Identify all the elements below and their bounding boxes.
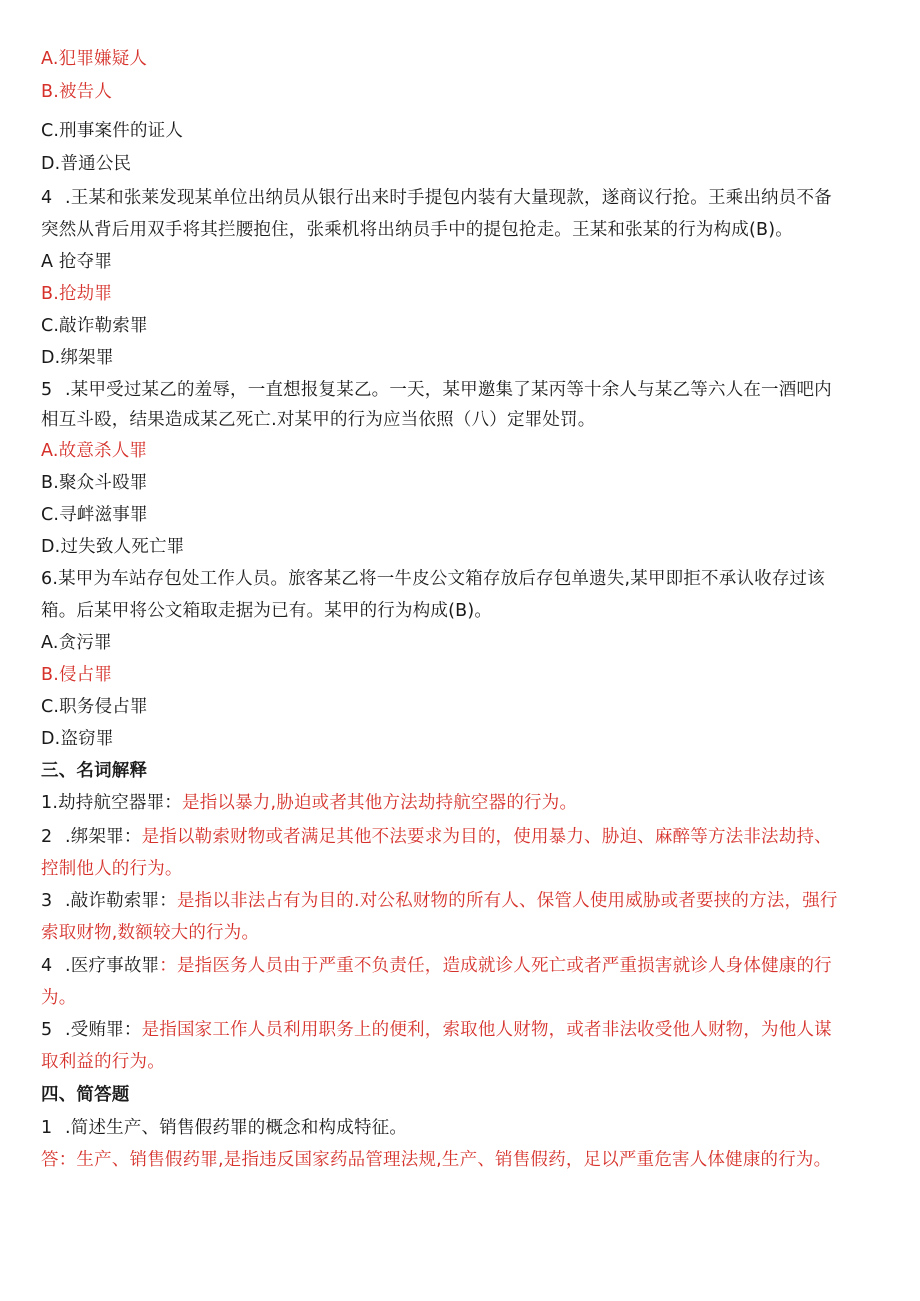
- q4-option-d: D.绑架罪: [41, 348, 114, 368]
- q5-text: .某甲受过某乙的羞辱，一直想报复某乙。一天，某甲邀集了某丙等十余人与某乙等六人在一酒吧内: [65, 380, 832, 400]
- q6-stem-line1: 6.某甲为车站存包处工作人员。旅客某乙将一牛皮公文箱存放后存包单遗失,某甲即拒不承认收存过该: [41, 569, 825, 589]
- section3-heading: 三、名词解释: [41, 761, 148, 781]
- term1-definition: 是指以暴力,胁迫或者其他方法劫持航空器的行为。: [182, 793, 578, 813]
- section4-q1-answer: 答：生产、销售假药罪,是指违反国家药品管理法规,生产、销售假药，足以严重危害人体健康的行为。: [41, 1150, 832, 1170]
- q6-option-a: A.贪污罪: [41, 633, 112, 653]
- q4-option-a: A 抢夺罪: [41, 252, 113, 272]
- term5-term: .受贿罪：: [65, 1020, 142, 1040]
- q3-option-d: D.普通公民: [41, 154, 132, 174]
- q5-option-c: C.寻衅滋事罪: [41, 505, 148, 525]
- q4-text: .王某和张莱发现某单位出纳员从银行出来时手提包内装有大量现款，遂商议行抢。王乘出纳员不备: [65, 188, 832, 208]
- term2-line1: [41, 825, 832, 849]
- section4-heading: 四、简答题: [41, 1085, 130, 1105]
- term5-number: 5: [41, 1020, 53, 1040]
- q6-option-c: C.职务侵占罪: [41, 697, 148, 717]
- q5-stem-line2: 相互斗殴，结果造成某乙死亡.对某甲的行为应当依照（八）定罪处罚。: [41, 410, 596, 430]
- section4-q1: [41, 1116, 407, 1140]
- q4-number: 4: [41, 188, 53, 208]
- term4-term: .医疗事故罪: [65, 956, 160, 976]
- term3-definition-part1: 是指以非法占有为目的.对公私财物的所有人、保管人使用威胁或者要挟的方法，强行: [176, 891, 838, 911]
- q3-option-c: C.刑事案件的证人: [41, 121, 184, 141]
- term2-number: 2: [41, 827, 53, 847]
- term5-definition-part1: 是指国家工作人员利用职务上的便利，索取他人财物，或者非法收受他人财物，为他人谋: [141, 1020, 832, 1040]
- term2-term: .绑架罪：: [65, 827, 142, 847]
- term4-line1: [41, 954, 832, 978]
- q5-option-a-correct: A.故意杀人罪: [41, 441, 148, 461]
- term5-line1: [41, 1018, 832, 1042]
- section4-q1-number: 1: [41, 1118, 53, 1138]
- q5-stem-line1: [41, 378, 832, 402]
- term1-term: 1.劫持航空器罪：: [41, 793, 182, 813]
- q4-stem-line1: [41, 186, 832, 210]
- section4-q1-text: .简述生产、销售假药罪的概念和构成特征。: [65, 1118, 408, 1138]
- term5-definition-part2: 取利益的行为。: [41, 1052, 165, 1072]
- term4-definition-part1: ：是指医务人员由于严重不负责任，造成就诊人死亡或者严重损害就诊人身体健康的行: [159, 956, 832, 976]
- term4-definition-part2: 为。: [41, 988, 77, 1008]
- term4-number: 4: [41, 956, 53, 976]
- term3-number: 3: [41, 891, 53, 911]
- term3-definition-part2: 索取财物,数额较大的行为。: [41, 923, 260, 943]
- q3-option-a-correct: A.犯罪嫌疑人: [41, 49, 148, 69]
- q5-option-b: B.聚众斗殴罪: [41, 473, 148, 493]
- term2-definition-part2: 控制他人的行为。: [41, 859, 183, 879]
- q3-option-b-correct: B.被告人: [41, 82, 113, 102]
- q5-number: 5: [41, 380, 53, 400]
- q4-option-c: C.敲诈勒索罪: [41, 316, 148, 336]
- term1: [41, 791, 577, 815]
- q6-option-d: D.盗窃罪: [41, 729, 114, 749]
- term3-line1: [41, 889, 838, 913]
- q4-stem-line2: 突然从背后用双手将其拦腰抱住，张乘机将出纳员手中的提包抢走。王某和张某的行为构成(B)。: [41, 220, 793, 240]
- q5-option-d: D.过失致人死亡罪: [41, 537, 185, 557]
- q6-option-b-correct: B.侵占罪: [41, 665, 113, 685]
- term3-term: .敲诈勒索罪：: [65, 891, 177, 911]
- q6-stem-line2: 箱。后某甲将公文箱取走据为已有。某甲的行为构成(B)。: [41, 601, 493, 621]
- q4-option-b-correct: B.抢劫罪: [41, 284, 113, 304]
- term2-definition-part1: 是指以勒索财物或者满足其他不法要求为目的，使用暴力、胁迫、麻醉等方法非法劫持、: [141, 827, 832, 847]
